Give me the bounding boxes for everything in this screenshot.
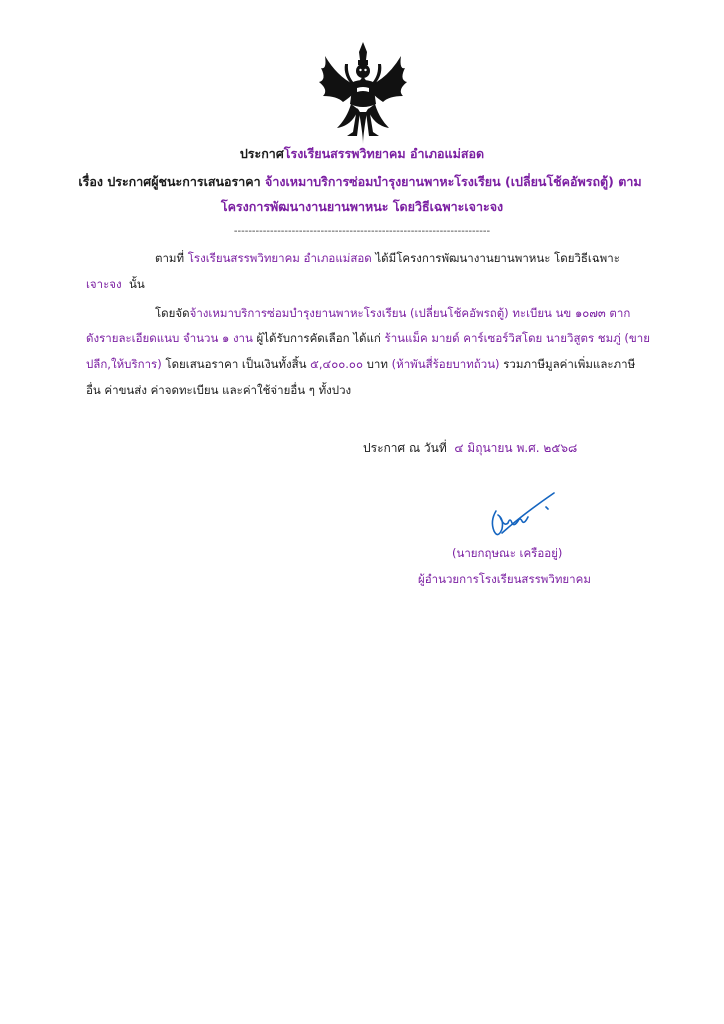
p2-line2-b: ผู้ได้รับการคัดเลือก ได้แก่ xyxy=(256,331,381,345)
garuda-emblem xyxy=(313,40,413,145)
p2-line2-a: ดังรายละเอียดแนบ จำนวน ๑ งาน xyxy=(86,331,253,345)
announce-prefix: ประกาศ ณ วันที่ xyxy=(363,441,447,455)
paragraph-1-line-2 xyxy=(86,276,646,292)
p1-line2-b: นั้น xyxy=(128,277,145,291)
announcement-date-line xyxy=(363,439,577,458)
p2-amount: ๕,๔๐๐.๐๐ xyxy=(310,357,363,371)
paragraph-2-line-4: อื่น ค่าขนส่ง ค่าจดทะเบียน และค่าใช้จ่ายอื่น ๆ ทั้งปวง xyxy=(86,383,352,397)
heading-school: โรงเรียนสรรพวิทยาคม อำเภอแม่สอด xyxy=(283,146,485,161)
paragraph-2-line-2 xyxy=(86,330,650,346)
subject-line-2: โครงการพัฒนางานยานพาหนะ โดยวิธีเฉพาะเจาะจง xyxy=(220,199,504,214)
p2-line3-b: โดยเสนอราคา เป็นเงินทั้งสิ้น xyxy=(165,357,307,371)
p2-line3-f: รวมภาษีมูลค่าเพิ่มและภาษี xyxy=(503,357,636,371)
signer-name: (นายกฤษณะ เครืออยู่) xyxy=(452,546,563,560)
p1-text-a: ตามที่ xyxy=(155,251,185,265)
p2-line3-d: บาท xyxy=(366,357,388,371)
subject-prefix: เรื่อง ประกาศผู้ชนะการเสนอราคา xyxy=(78,174,261,189)
p2-text-a: โดยจัด xyxy=(155,306,190,320)
p1-line2-a: เจาะจง xyxy=(86,277,122,291)
paragraph-2-line-3 xyxy=(86,356,646,372)
p2-amount-words: (ห้าพันสี่ร้อยบาทถ้วน) xyxy=(391,357,500,371)
divider: ----------------------------------------------------------------------- xyxy=(233,226,491,237)
p1-text-c: ได้มีโครงการพัฒนางานยานพาหนะ โดยวิธีเฉพาะ xyxy=(375,251,620,265)
heading-prefix: ประกาศ xyxy=(239,146,284,161)
subject-line xyxy=(0,174,722,190)
signer-position: ผู้อำนวยการโรงเรียนสรรพวิทยาคม xyxy=(418,572,591,586)
paragraph-2-line-1 xyxy=(155,305,655,321)
p2-line3-a: ปลีก,ให้บริการ) xyxy=(86,357,162,371)
announcement-heading xyxy=(0,146,724,162)
p2-service: จ้างเหมาบริการซ่อมบำรุงยานพาหะโรงเรียน (เปลี่ยนโช้คอัพรถตู้) ทะเบียน นข ๑๐๗๓ ตาก xyxy=(189,306,631,320)
p1-school: โรงเรียนสรรพวิทยาคม อำเภอแม่สอด xyxy=(187,251,372,265)
p2-vendor: ร้านแม็ค มายด์ คาร์เซอร์วิสโดย นายวิสูตร ชมภู่ (ขาย xyxy=(384,331,650,345)
announce-date: ๔ มิถุนายน พ.ศ. ๒๕๖๘ xyxy=(454,441,578,455)
handwritten-signature xyxy=(482,487,562,543)
subject-text: จ้างเหมาบริการซ่อมบำรุงยานพาหะโรงเรียน (เปลี่ยนโช้คอัพรถตู้) ตาม xyxy=(265,174,642,189)
paragraph-1-line-1 xyxy=(155,250,655,266)
